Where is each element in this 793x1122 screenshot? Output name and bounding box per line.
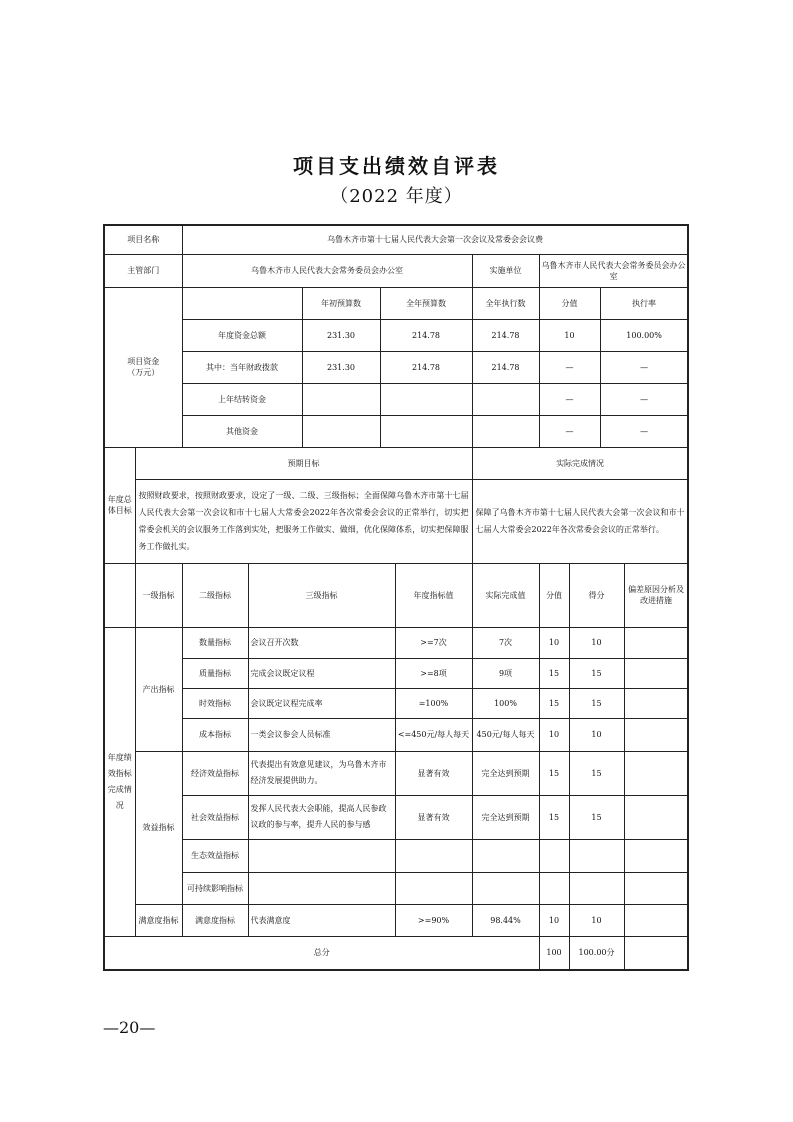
funds-cell (380, 383, 472, 415)
funds-row (104, 319, 688, 351)
indicator-row (104, 904, 688, 936)
indicator-row (104, 795, 688, 839)
actual-cell: 9项 (472, 658, 539, 688)
target-cell: >=7次 (395, 627, 472, 658)
funds-row-label: 年度资金总额 (182, 319, 302, 351)
indicator-row (104, 627, 688, 658)
expected-goal-header: 预期目标 (135, 447, 472, 479)
evaluation-table-wrap (103, 224, 687, 971)
ind-header-target: 年度指标值 (395, 563, 472, 627)
got-cell: 15 (569, 795, 624, 839)
funds-label-line1: 项目资金 (127, 357, 160, 366)
funds-row-label: 其他资金 (182, 415, 302, 447)
page-title: 项目支出绩效自评表 (293, 154, 500, 178)
target-cell: =100% (395, 688, 472, 718)
funds-cell: — (539, 415, 600, 447)
deviation-cell (624, 872, 688, 904)
indicator-row (104, 658, 688, 688)
funds-header-blank (182, 287, 302, 319)
level2-cell: 质量指标 (182, 658, 248, 688)
target-cell: 显著有效 (395, 795, 472, 839)
target-cell: >=90% (395, 904, 472, 936)
got-cell: 10 (569, 718, 624, 751)
funds-cell (472, 415, 539, 447)
score-cell: 15 (539, 658, 569, 688)
level2-cell: 时效指标 (182, 688, 248, 718)
ind-label-line: 效指标 (107, 768, 132, 778)
goals-label-line2: 体目标 (107, 506, 132, 515)
target-cell: 显著有效 (395, 751, 472, 795)
indicator-row (104, 718, 688, 751)
score-cell: 10 (539, 627, 569, 658)
funds-cell: 10 (539, 319, 600, 351)
target-cell (395, 872, 472, 904)
got-cell: 15 (569, 658, 624, 688)
got-cell (569, 872, 624, 904)
ind-header-score: 分值 (539, 563, 569, 627)
total-deviation (624, 936, 688, 970)
year-subtitle: （2022 年度） (330, 186, 463, 207)
funds-cell: 214.78 (472, 351, 539, 383)
indicator-row (104, 688, 688, 718)
funds-header-row (104, 287, 688, 319)
level2-cell: 满意度指标 (182, 904, 248, 936)
ind-header-level3: 三级指标 (248, 563, 395, 627)
deviation-cell (624, 751, 688, 795)
ind-label-line: 完成情 (107, 784, 132, 794)
goals-label-line1: 年度总 (107, 495, 132, 504)
level3-cell (248, 839, 395, 872)
actual-cell: 7次 (472, 627, 539, 658)
goals-content-row (104, 479, 688, 563)
project-name-row (104, 225, 688, 254)
level2-cell: 可持续影响指标 (182, 872, 248, 904)
unit-value: 乌鲁木齐市人民代表大会常务委员会办公室 (539, 254, 688, 287)
level1-output: 产出指标 (135, 627, 182, 751)
page-number: —20— (103, 1018, 156, 1037)
total-got: 100.00分 (569, 936, 624, 970)
funds-row-label: 其中：当年财政拨款 (182, 351, 302, 383)
level3-cell (248, 872, 395, 904)
level3-cell: 会议既定议程完成率 (248, 688, 395, 718)
goals-header-row (104, 447, 688, 479)
deviation-cell (624, 627, 688, 658)
actual-cell: 100% (472, 688, 539, 718)
target-cell: <=450元/每人每天 (395, 718, 472, 751)
actual-cell: 450元/每人每天 (472, 718, 539, 751)
project-name-value: 乌鲁木齐市第十七届人民代表大会第一次会议及常委会会议费 (182, 225, 688, 254)
funds-cell (302, 383, 380, 415)
deviation-cell (624, 795, 688, 839)
actual-cell: 完全达到预期 (472, 795, 539, 839)
level2-cell: 经济效益指标 (182, 751, 248, 795)
got-cell: 15 (569, 751, 624, 795)
score-cell: 10 (539, 718, 569, 751)
score-cell: 15 (539, 795, 569, 839)
deviation-cell (624, 904, 688, 936)
funds-cell: — (600, 351, 688, 383)
target-cell (395, 839, 472, 872)
department-row (104, 254, 688, 287)
level3-cell: 会议召开次数 (248, 627, 395, 658)
indicators-section-label (104, 627, 135, 936)
level2-cell: 生态效益指标 (182, 839, 248, 872)
score-cell: 10 (539, 904, 569, 936)
total-score: 100 (539, 936, 569, 970)
got-cell (569, 839, 624, 872)
funds-header-rate: 执行率 (600, 287, 688, 319)
funds-row (104, 383, 688, 415)
funds-cell: — (539, 351, 600, 383)
level1-benefit: 效益指标 (135, 751, 182, 904)
indicators-header-blank (104, 563, 135, 627)
project-name-label: 项目名称 (104, 225, 182, 254)
actual-cell (472, 839, 539, 872)
funds-cell: 214.78 (472, 319, 539, 351)
ind-header-actual: 实际完成值 (472, 563, 539, 627)
actual-cell: 98.44% (472, 904, 539, 936)
dept-label: 主管部门 (104, 254, 182, 287)
level3-cell: 完成会议既定议程 (248, 658, 395, 688)
got-cell: 15 (569, 688, 624, 718)
funds-cell: 214.78 (380, 351, 472, 383)
funds-header-executed: 全年执行数 (472, 287, 539, 319)
score-cell (539, 839, 569, 872)
deviation-cell (624, 718, 688, 751)
deviation-cell (624, 839, 688, 872)
funds-cell: 100.00% (600, 319, 688, 351)
unit-label: 实施单位 (472, 254, 539, 287)
ind-header-level2: 二级指标 (182, 563, 248, 627)
funds-row-label: 上年结转资金 (182, 383, 302, 415)
target-cell: >=8项 (395, 658, 472, 688)
funds-cell: 214.78 (380, 319, 472, 351)
ind-label-line: 况 (115, 800, 124, 810)
actual-goal-header: 实际完成情况 (472, 447, 688, 479)
funds-cell (380, 415, 472, 447)
goals-section-label (104, 447, 135, 563)
indicators-header-row (104, 563, 688, 627)
funds-label-line2: （万元） (127, 368, 160, 377)
funds-row (104, 351, 688, 383)
indicator-row (104, 872, 688, 904)
level3-cell: 一类会议参会人员标准 (248, 718, 395, 751)
funds-row (104, 415, 688, 447)
funds-cell: — (539, 383, 600, 415)
level2-cell: 数量指标 (182, 627, 248, 658)
funds-cell: 231.30 (302, 351, 380, 383)
score-cell (539, 872, 569, 904)
funds-section-label (104, 287, 182, 447)
ind-header-deviation: 偏差原因分析及改进措施 (624, 563, 688, 627)
funds-cell (472, 383, 539, 415)
funds-cell (302, 415, 380, 447)
total-row (104, 936, 688, 970)
expected-goal-text: 按照财政要求，按照财政要求，设定了一级、二级、三级指标；全面保障乌鲁木齐市第十七届人民代表大会第一次会议和市十七届人大常委会2022年各次常委会会议的正常举行，切实把常委会机关的会议服务工作落到实处，把服务工作做实、做细，优化保障体系，切实把保障服务工作做扎实。 (135, 479, 472, 563)
level3-cell: 代表满意度 (248, 904, 395, 936)
funds-header-score: 分值 (539, 287, 600, 319)
level3-cell: 代表提出有效意见建议，为乌鲁木齐市经济发展提供助力。 (248, 751, 395, 795)
got-cell: 10 (569, 627, 624, 658)
deviation-cell (624, 658, 688, 688)
dept-value: 乌鲁木齐市人民代表大会常务委员会办公室 (182, 254, 472, 287)
ind-header-got: 得分 (569, 563, 624, 627)
ind-header-level1: 一级指标 (135, 563, 182, 627)
total-label: 总分 (104, 936, 539, 970)
funds-cell: 231.30 (302, 319, 380, 351)
score-cell: 15 (539, 688, 569, 718)
indicator-row (104, 839, 688, 872)
actual-goal-text: 保障了乌鲁木齐市第十七届人民代表大会第一次会议和市十七届人大常委会2022年各次常委会会议的正常举行。 (472, 479, 688, 563)
funds-header-initial: 年初预算数 (302, 287, 380, 319)
funds-header-annual: 全年预算数 (380, 287, 472, 319)
score-cell: 15 (539, 751, 569, 795)
funds-cell: — (600, 383, 688, 415)
indicator-row (104, 751, 688, 795)
evaluation-table (103, 224, 689, 971)
level3-cell: 发挥人民代表大会职能，提高人民参政议政的参与率，提升人民的参与感 (248, 795, 395, 839)
actual-cell (472, 872, 539, 904)
actual-cell: 完全达到预期 (472, 751, 539, 795)
got-cell: 10 (569, 904, 624, 936)
level2-cell: 成本指标 (182, 718, 248, 751)
funds-cell: — (600, 415, 688, 447)
deviation-cell (624, 688, 688, 718)
level2-cell: 社会效益指标 (182, 795, 248, 839)
ind-label-line: 年度绩 (107, 752, 132, 762)
level1-satisfaction: 满意度指标 (135, 904, 182, 936)
